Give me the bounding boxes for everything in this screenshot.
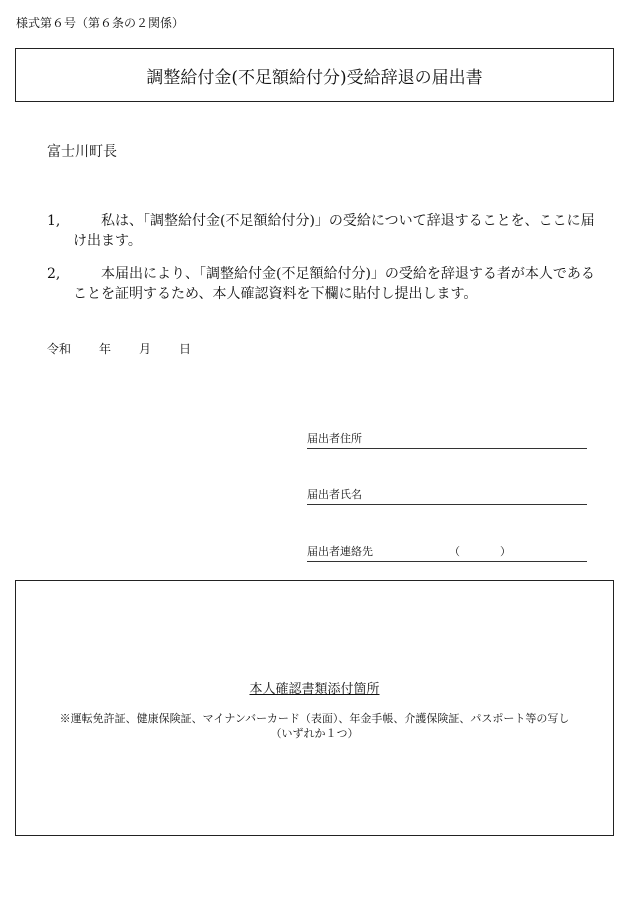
attachment-note-line-2: （いずれか１つ） [270, 727, 359, 740]
applicant-contact-label: 届出者連絡先 [307, 545, 373, 558]
attachment-note [16, 711, 613, 741]
attachment-title [16, 678, 613, 697]
date-line [47, 340, 191, 357]
attachment-note-line-1: ※運転免許証、健康保険証、マイナンバーカード（表面）、年金手帳、介護保険証、パスポート等の写し [59, 712, 570, 725]
statement-item-2-text: 本届出により、「調整給付金(不足額給付分)」の受給を辞退する者が本人であることを証明するため、本人確認資料を下欄に貼付し提出します。 [73, 266, 595, 302]
date-year-label: 年 [99, 342, 112, 356]
applicant-address-field[interactable] [307, 432, 587, 449]
contact-paren-close: ） [500, 545, 511, 558]
statement-item-2-number: 2, [47, 266, 61, 282]
attachment-title-text: 本人確認書類添付箇所 [249, 682, 380, 697]
applicant-contact-field[interactable] [307, 545, 587, 562]
statement-item-1-number: 1, [47, 213, 61, 229]
date-month-label: 月 [139, 342, 152, 356]
statement-item-2 [47, 264, 602, 304]
date-day-label: 日 [179, 342, 192, 356]
contact-paren-open: （ [449, 545, 460, 558]
addressee: 富士川町長 [47, 144, 117, 160]
id-attachment-area [15, 580, 614, 836]
document-title: 調整給付金(不足額給付分)受給辞退の届出書 [146, 67, 483, 88]
applicant-name-label: 届出者氏名 [307, 488, 362, 501]
statement-item-1 [47, 211, 602, 251]
statement-item-1-text: 私は、「調整給付金(不足額給付分)」の受給について辞退することを、ここに届け出ます。 [73, 213, 595, 249]
date-era: 令和 [47, 342, 72, 356]
applicant-address-label: 届出者住所 [307, 432, 362, 445]
form-number: 様式第６号（第６条の２関係） [16, 16, 185, 30]
document-title-box [15, 48, 614, 102]
applicant-name-field[interactable] [307, 488, 587, 505]
